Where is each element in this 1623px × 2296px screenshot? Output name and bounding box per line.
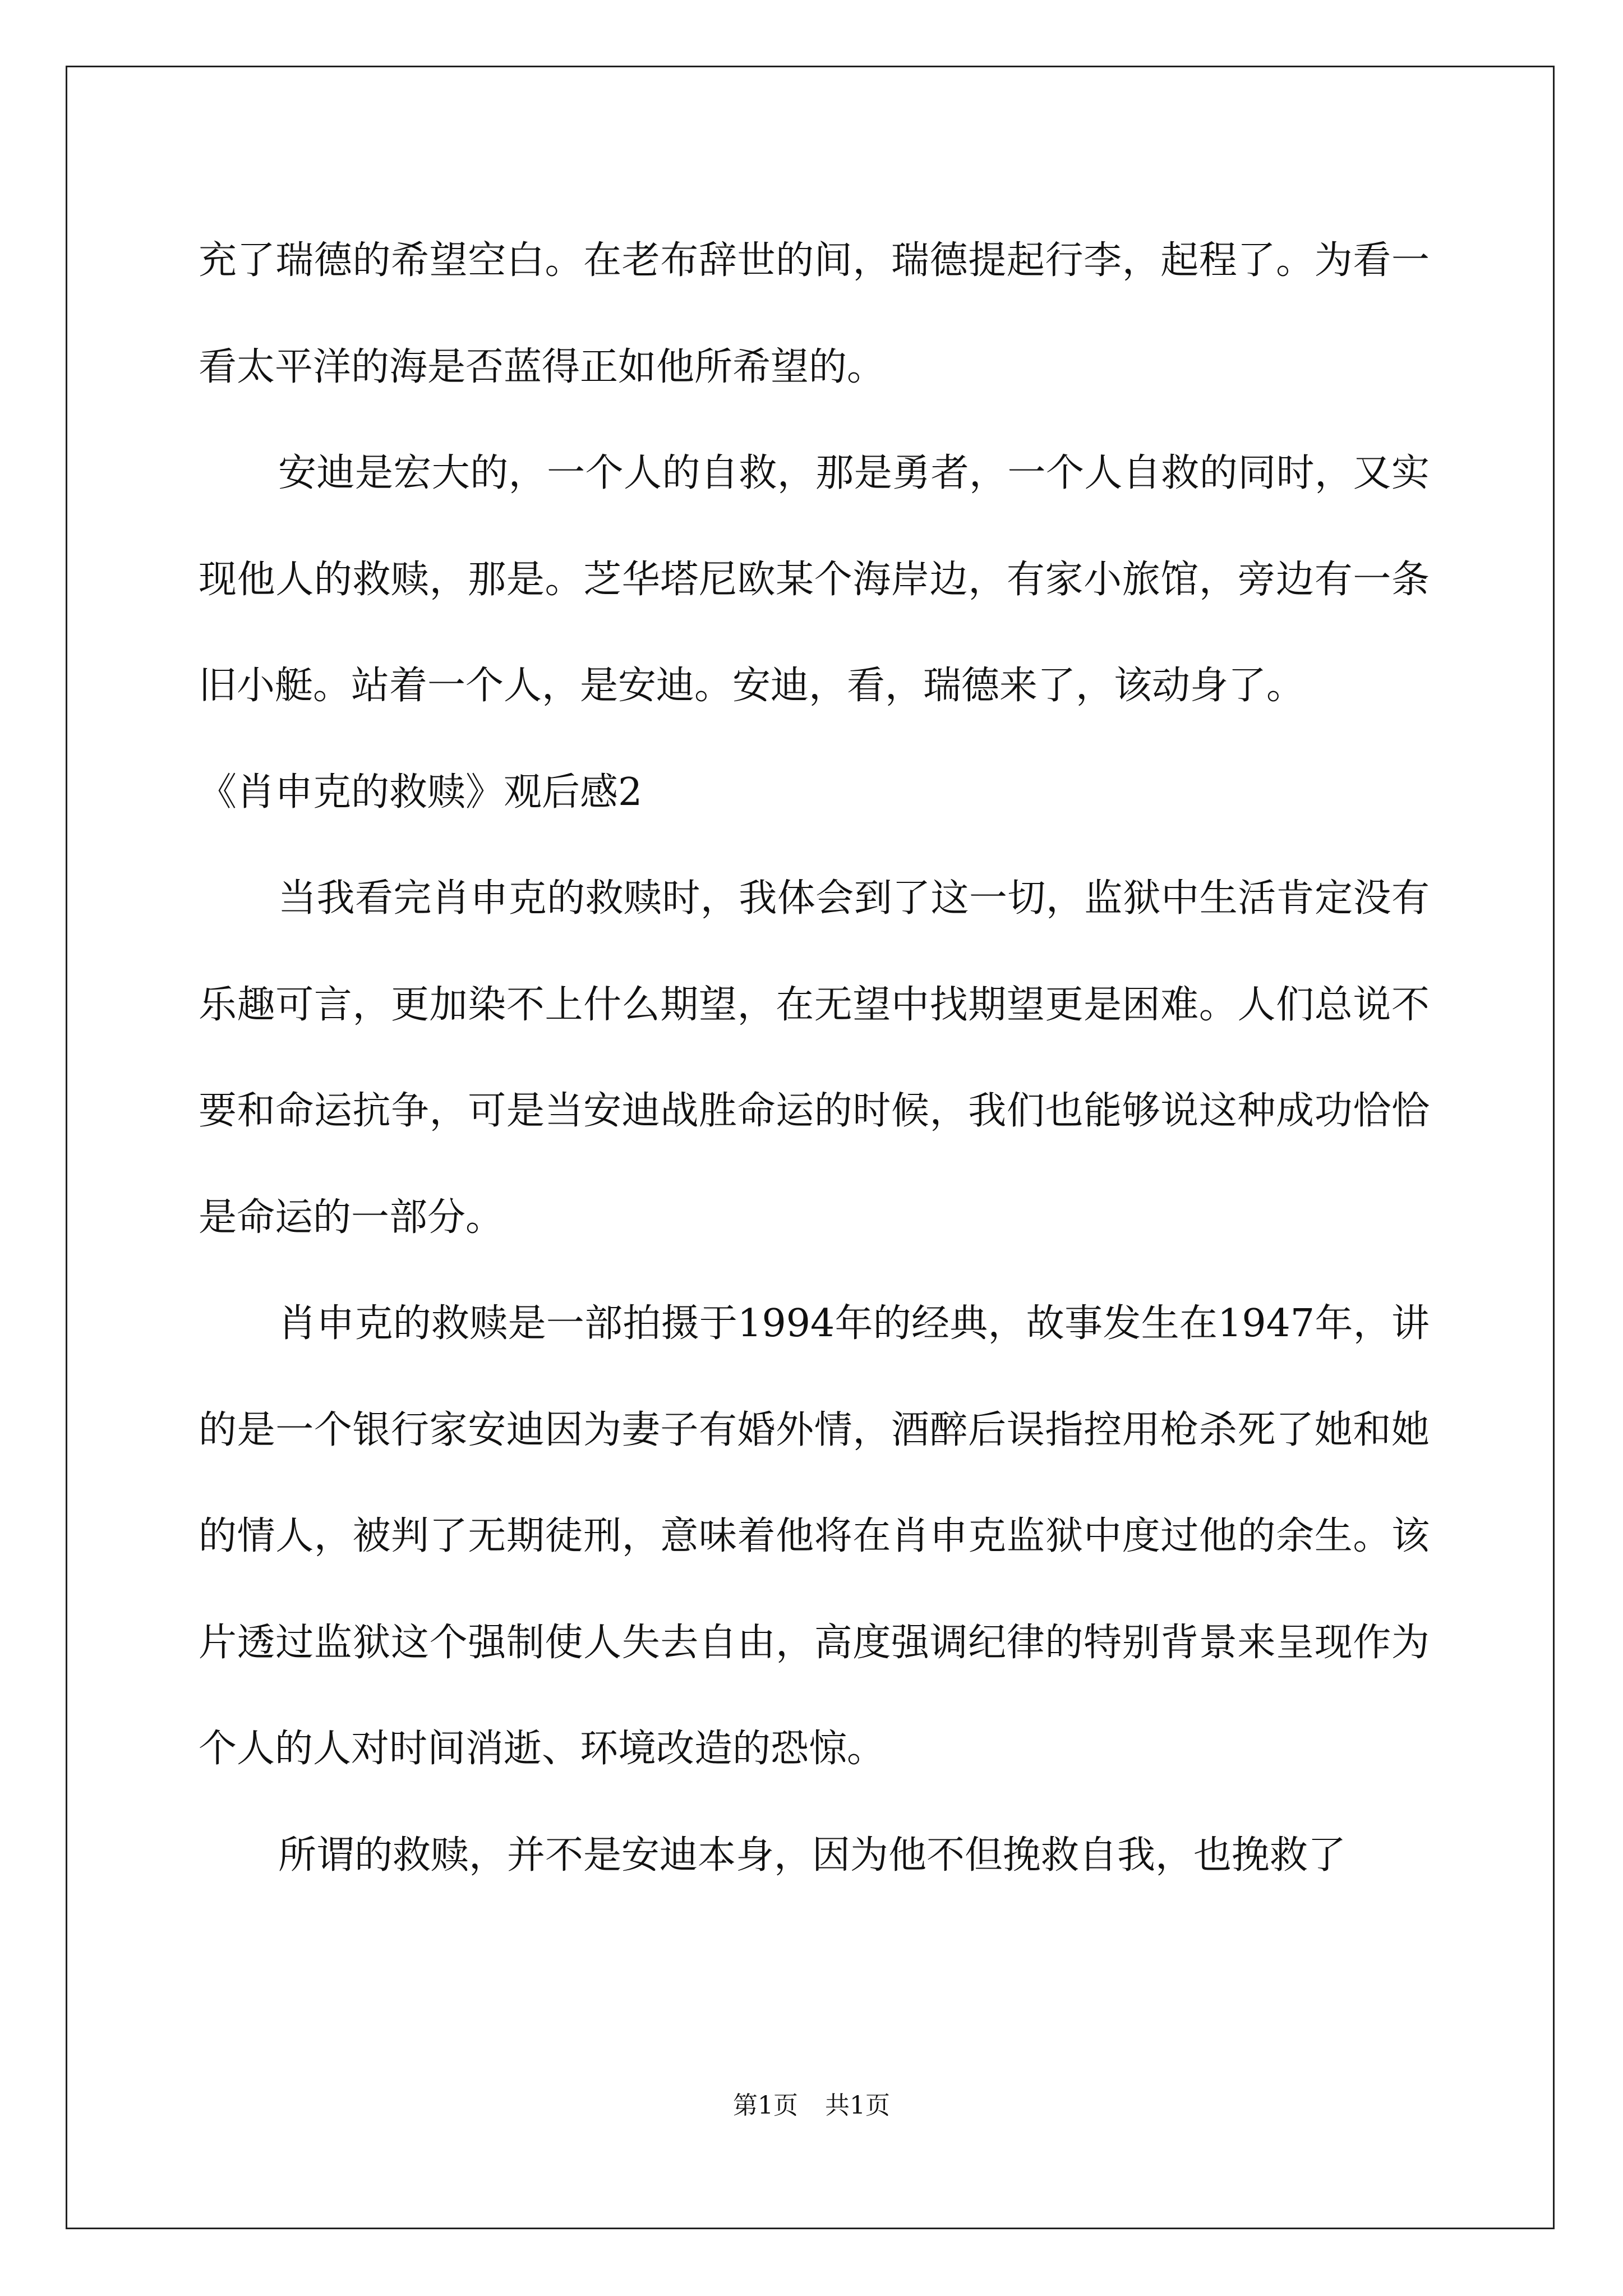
section-heading: 《肖申克的救赎》观后感2 [199, 770, 643, 815]
page-footer [0, 2089, 1623, 2123]
paragraph: 当我看完肖申克的救赎时，我体会到了这一切，监狱中生活肯定没有乐趣可言，更加染不上什么期望，在无望中找期望更是困难。人们总说不要和命运抗争，可是当安迪战胜命运的时候，我们也能够说这种成功恰恰是命运的一部分。 [199, 876, 1430, 1240]
paragraph: 充了瑞德的希望空白。在老布辞世的间，瑞德提起行李，起程了。为看一看太平洋的海是否蓝得正如他所希望的。 [199, 238, 1430, 389]
paragraph: 所谓的救赎，并不是安迪本身，因为他不但挽救自我，也挽救了 [278, 1833, 1347, 1878]
page-total: 共1页 [825, 2091, 890, 2120]
paragraph: 安迪是宏大的，一个人的自救，那是勇者，一个人自救的同时，又实现他人的救赎，那是。芝华塔尼欧某个海岸边，有家小旅馆，旁边有一条旧小艇。站着一个人，是安迪。安迪，看，瑞德来了，该动身了。 [199, 451, 1430, 708]
paragraph: 肖申克的救赎是一部拍摄于1994年的经典，故事发生在1947年，讲的是一个银行家安迪因为妻子有婚外情，酒醉后误指控用枪杀死了她和她的情人，被判了无期徒刑，意味着他将在肖申克监狱中度过他的余生。该片透过监狱这个强制使人失去自由，高度强调纪律的特别背景来呈现作为个人的人对时间消逝、环境改造的恐惊。 [199, 1301, 1430, 1771]
page-number: 第1页 [733, 2091, 798, 2120]
document-body [199, 208, 1430, 1908]
